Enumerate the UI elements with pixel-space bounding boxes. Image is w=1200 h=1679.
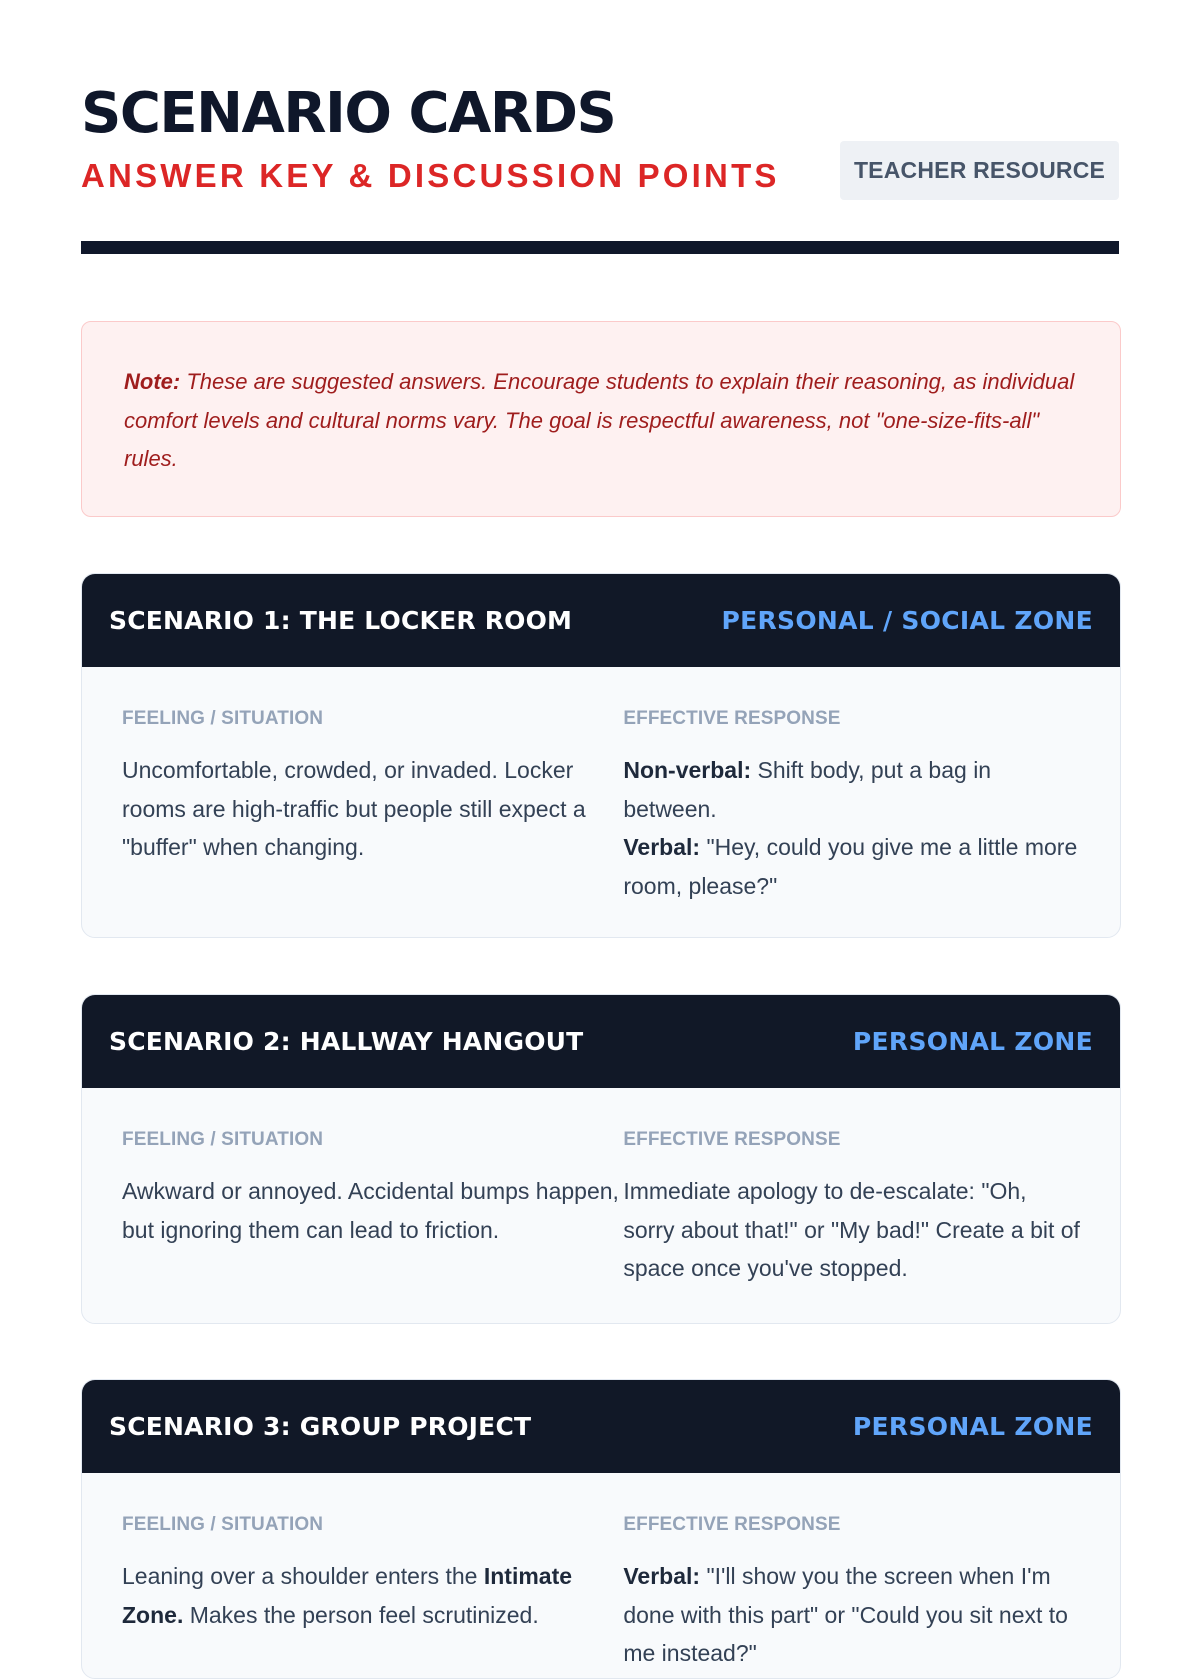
feeling-text-pre: Leaning over a shoulder enters the bbox=[122, 1563, 478, 1589]
feeling-label: FEELING / SITUATION bbox=[122, 1514, 324, 1535]
feeling-column bbox=[122, 1128, 623, 1288]
nonverbal-label: Non-verbal: bbox=[623, 757, 752, 783]
scenario-zone: PERSONAL ZONE bbox=[852, 1027, 1093, 1056]
feeling-column bbox=[122, 707, 623, 905]
scenario-title: SCENARIO 1: THE LOCKER ROOM bbox=[109, 606, 573, 635]
response-column bbox=[623, 1128, 1080, 1288]
header bbox=[81, 0, 1119, 254]
response-column bbox=[623, 707, 1080, 905]
scenario-card-body bbox=[82, 1088, 1120, 1288]
response-text: Immediate apology to de-escalate: "Oh, sorry about that!" or "My bad!" Create a bit of space once you've stopped. bbox=[623, 1178, 1080, 1281]
verbal-label: Verbal: bbox=[623, 1563, 701, 1589]
verbal-label: Verbal: bbox=[623, 834, 701, 860]
response-column bbox=[623, 1513, 1080, 1673]
verbal-text: "Hey, could you give me a little more room, please?" bbox=[623, 834, 1078, 899]
note-box bbox=[81, 321, 1121, 517]
scenario-card bbox=[81, 1379, 1121, 1679]
feeling-column bbox=[122, 1513, 623, 1673]
intimate-zone-term: Intimate Zone. bbox=[122, 1563, 573, 1628]
scenario-card-header bbox=[82, 1380, 1120, 1473]
scenario-title: SCENARIO 2: HALLWAY HANGOUT bbox=[109, 1027, 584, 1056]
scenario-title: SCENARIO 3: GROUP PROJECT bbox=[109, 1412, 532, 1441]
scenario-card-body bbox=[82, 1473, 1120, 1673]
scenario-card-header bbox=[82, 574, 1120, 667]
response-text bbox=[623, 751, 1080, 905]
response-label: EFFECTIVE RESPONSE bbox=[623, 1129, 841, 1150]
page-title: SCENARIO CARDS bbox=[81, 81, 616, 146]
teacher-resource-badge: TEACHER RESOURCE bbox=[840, 141, 1119, 200]
nonverbal-text: Shift body, put a bag in between. bbox=[623, 757, 992, 822]
feeling-text bbox=[122, 1557, 623, 1634]
response-label: EFFECTIVE RESPONSE bbox=[623, 708, 841, 729]
feeling-label: FEELING / SITUATION bbox=[122, 708, 324, 729]
page-subtitle: ANSWER KEY & DISCUSSION POINTS bbox=[81, 157, 780, 194]
scenario-card-body bbox=[82, 667, 1120, 905]
response-label: EFFECTIVE RESPONSE bbox=[623, 1514, 841, 1535]
response-text bbox=[623, 1557, 1080, 1673]
scenario-zone: PERSONAL ZONE bbox=[852, 1412, 1093, 1441]
feeling-text: Awkward or annoyed. Accidental bumps happen, but ignoring them can lead to friction. bbox=[122, 1178, 619, 1243]
verbal-text: "I'll show you the screen when I'm done with this part" or "Could you sit next to me instead?" bbox=[623, 1563, 1068, 1666]
feeling-text-post: Makes the person feel scrutinized. bbox=[189, 1601, 539, 1628]
scenario-card bbox=[81, 994, 1121, 1324]
feeling-label: FEELING / SITUATION bbox=[122, 1129, 324, 1150]
scenario-zone: PERSONAL / SOCIAL ZONE bbox=[721, 606, 1093, 635]
note-label: Note: bbox=[124, 369, 181, 394]
feeling-text: Uncomfortable, crowded, or invaded. Locker rooms are high-traffic but people still expect a "buffer" when changing. bbox=[122, 757, 586, 860]
header-divider bbox=[81, 241, 1119, 254]
scenario-card-header bbox=[82, 995, 1120, 1088]
scenario-card bbox=[81, 573, 1121, 938]
note-text: These are suggested answers. Encourage students to explain their reasoning, as individual comfort levels and cultural norms vary. The goal is respectful awareness, not "one-size-fits-all" rules. bbox=[124, 369, 1075, 471]
